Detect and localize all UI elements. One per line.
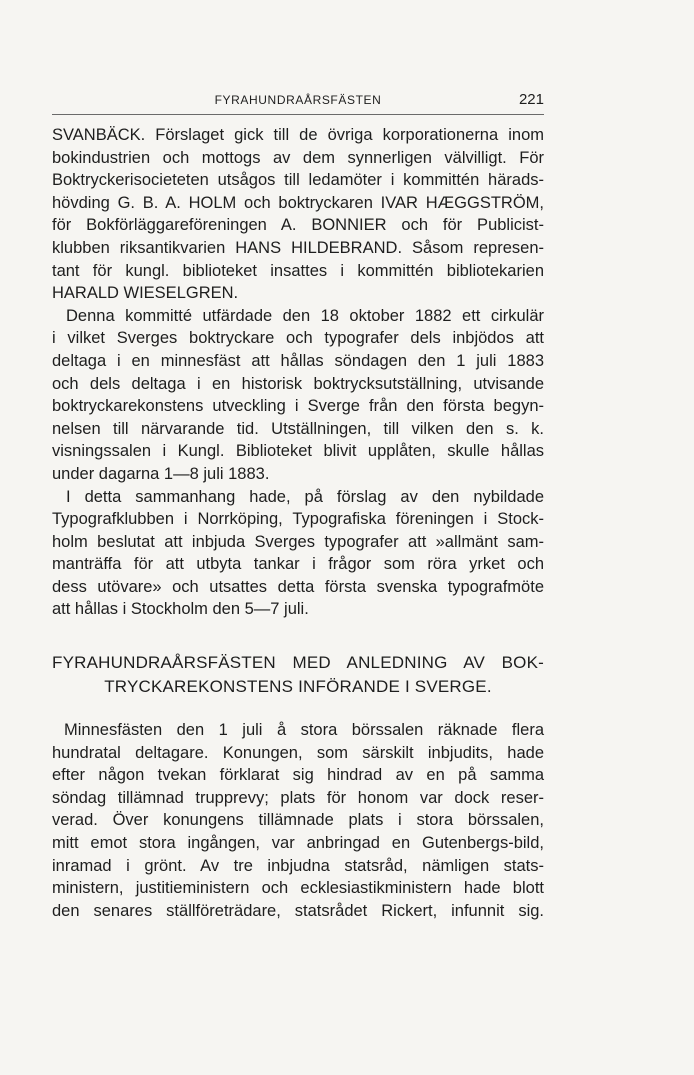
paragraph-4 — [52, 719, 544, 922]
heading-spacer — [52, 699, 544, 719]
text-line: inramad i grönt. Av tre inbjudna statsråd, nämligen stats- — [52, 856, 544, 875]
text-line: verad. Över konungens tillämnade plats i stora börssalen, — [52, 811, 544, 830]
text-line: Typografklubben i Norrköping, Typografiska föreningen i Stock- — [52, 510, 544, 529]
text-line: deltaga i en minnesfäst att hållas söndagen den 1 juli 1883 — [52, 351, 544, 370]
text-line: hundratal deltagare. Konungen, som särskilt inbjudits, hade — [52, 743, 544, 762]
text-line: och dels deltaga i en historisk boktrycksutställning, utvisande — [52, 374, 544, 393]
text-line: mitt emot stora ingången, var anbringad en Gutenbergs-bild, — [52, 834, 544, 853]
text-line: den senares ställföreträdare, statsrådet Rickert, infunnit sig. — [52, 901, 544, 920]
text-line: hövding G. B. A. HOLM och boktryckaren IVAR HÆGGSTRÖM, — [52, 193, 544, 212]
section-heading-line-1: FYRAHUNDRAÅRSFÄSTEN MED ANLEDNING AV BOK- — [52, 653, 544, 673]
text-line: att hållas i Stockholm den 5—7 juli. — [52, 600, 309, 619]
text-line: ministern, justitieministern och ecklesiastikministern hade blott — [52, 879, 544, 898]
page-body — [52, 124, 544, 922]
section-spacer — [52, 621, 544, 651]
text-line: för Bokförläggareföreningen A. BONNIER och för Publicist- — [52, 216, 544, 235]
running-header — [52, 90, 544, 112]
text-line: klubben riksantikvarien HANS HILDEBRAND. Såsom represen- — [52, 238, 544, 257]
page-number: 221 — [518, 91, 544, 108]
header-rule — [52, 114, 544, 115]
text-line: bokindustrien och mottogs av dem synnerligen välvilligt. För — [52, 148, 544, 167]
paragraph-3 — [52, 486, 544, 622]
section-heading — [52, 651, 544, 699]
text-line: söndag tillämnad trupprevy; plats för honom var dock reser- — [52, 788, 544, 807]
text-line: Boktryckerisocieteten utsågos till ledamöter i kommittén härads- — [52, 171, 544, 190]
section-heading-line-2: TRYCKAREKONSTENS INFÖRANDE I SVERGE. — [104, 677, 492, 697]
text-line: boktryckarekonstens utveckling i Sverge från den första begyn- — [52, 397, 544, 416]
text-line: nelsen till närvarande tid. Utställningen, till vilken den s. k. — [52, 419, 544, 438]
text-line: efter någon tvekan förklarat sig hindrad av en på samma — [52, 766, 544, 785]
text-line: Minnesfästen den 1 juli å stora börssalen räknade flera — [64, 721, 544, 740]
running-title: FYRAHUNDRAÅRSFÄSTEN — [214, 93, 382, 107]
paragraph-2 — [52, 305, 544, 486]
text-line: Denna kommitté utfärdade den 18 oktober 1882 ett cirkulär — [66, 306, 544, 325]
paragraph-1 — [52, 124, 544, 305]
text-line: dess utövare» och utsattes detta första svenska typografmöte — [52, 577, 544, 596]
text-line: SVANBÄCK. Förslaget gick till de övriga korporationerna inom — [52, 126, 544, 144]
text-line: tant för kungl. biblioteket insattes i kommittén bibliotekarien — [52, 261, 544, 280]
text-line: i vilket Sverges boktryckare och typografer dels inbjödos att — [52, 329, 544, 348]
text-line: visningssalen i Kungl. Biblioteket blivit upplåten, skulle hållas — [52, 442, 544, 461]
text-line: manträffa för att utbyta tankar i frågor som röra yrket och — [52, 555, 544, 574]
text-line: I detta sammanhang hade, på förslag av den nybildade — [66, 487, 544, 506]
text-line: holm beslutat att inbjuda Sverges typografer att »allmänt sam- — [52, 532, 544, 551]
text-line: HARALD WIESELGREN. — [52, 284, 239, 303]
text-line: under dagarna 1—8 juli 1883. — [52, 464, 270, 483]
